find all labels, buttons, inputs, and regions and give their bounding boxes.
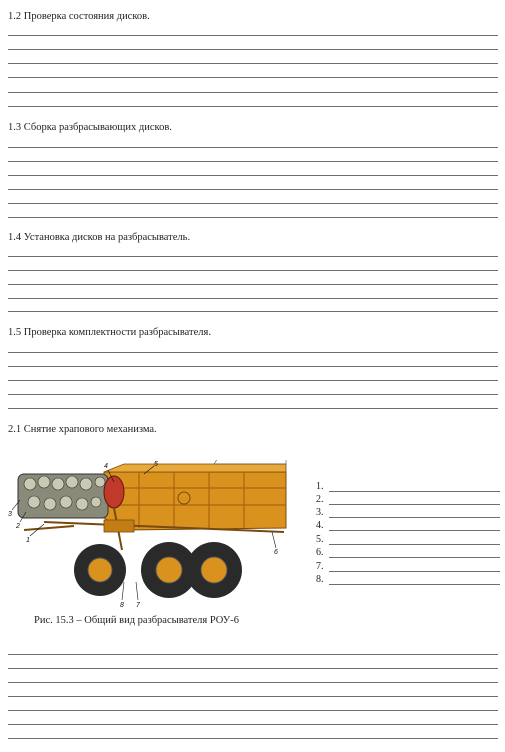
legend-blank-line: [329, 530, 500, 531]
answer-line: [8, 724, 498, 725]
legend-number: 2.: [316, 494, 324, 505]
legend-blank-line: [329, 544, 500, 545]
answer-line: [8, 77, 498, 78]
callout-5: 5: [154, 461, 158, 468]
section-heading-1-4: 1.4 Установка дисков на разбрасыватель.: [8, 232, 191, 243]
answer-line: [8, 682, 498, 683]
answer-line: [8, 284, 498, 285]
callout-2: 2: [16, 523, 20, 530]
legend-blank-line: [329, 584, 500, 585]
answer-line: [8, 408, 498, 409]
legend-item-3: [316, 507, 500, 520]
legend-item-4: [316, 520, 500, 533]
legend-item-1: [316, 481, 500, 494]
answer-line: [8, 394, 498, 395]
spreader-illustration: [4, 460, 294, 610]
drive-housing: [104, 476, 124, 508]
answer-line: [8, 147, 498, 148]
answer-line: [8, 710, 498, 711]
callout-1: 1: [26, 537, 30, 544]
legend-number: 1.: [316, 481, 324, 492]
answer-line: [8, 668, 498, 669]
legend-item-5: [316, 534, 500, 547]
legend-number: 6.: [316, 547, 324, 558]
answer-line: [8, 270, 498, 271]
answer-line: [8, 35, 498, 36]
callout-6: 6: [274, 549, 278, 556]
wheels: [74, 542, 242, 598]
answer-line: [8, 189, 498, 190]
legend-blank-line: [329, 571, 500, 572]
callout-8: 8: [120, 602, 124, 609]
legend-number: 5.: [316, 534, 324, 545]
answer-line: [8, 738, 498, 739]
answer-line: [8, 311, 498, 312]
legend-blank-line: [329, 491, 500, 492]
callout-7: 7: [136, 602, 140, 609]
legend-blank-line: [329, 504, 500, 505]
answer-line: [8, 203, 498, 204]
chassis-block: [104, 520, 134, 532]
legend-item-8: [316, 574, 500, 587]
answer-line: [8, 92, 498, 93]
callout-3: 3: [8, 511, 12, 518]
answer-line: [8, 366, 498, 367]
answer-line: [8, 256, 498, 257]
answer-line: [8, 380, 498, 381]
legend-item-6: [316, 547, 500, 560]
legend-number: 8.: [316, 574, 324, 585]
answer-line: [8, 49, 498, 50]
legend-blank-line: [329, 517, 500, 518]
answer-line: [8, 217, 498, 218]
answer-line: [8, 696, 498, 697]
legend-item-2: [316, 494, 500, 507]
section-heading-1-2: 1.2 Проверка состояния дисков.: [8, 11, 150, 22]
answer-line: [8, 63, 498, 64]
section-heading-1-3: 1.3 Сборка разбрасывающих дисков.: [8, 122, 172, 133]
legend-item-7: [316, 561, 500, 574]
legend-number: 7.: [316, 561, 324, 572]
spreading-drums: [18, 474, 108, 518]
legend-blank-line: [329, 557, 500, 558]
answer-line: [8, 298, 498, 299]
section-heading-1-5: 1.5 Проверка комплектности разбрасывателя.: [8, 327, 212, 338]
legend-number: 4.: [316, 520, 324, 531]
answer-line: [8, 175, 498, 176]
legend-number: 3.: [316, 507, 324, 518]
answer-line: [8, 106, 498, 107]
top-mesh: [214, 460, 286, 464]
hopper-top-rim: [104, 464, 286, 472]
answer-line: [8, 352, 498, 353]
answer-line: [8, 161, 498, 162]
answer-line: [8, 654, 498, 655]
section-heading-2-1: 2.1 Снятие храпового механизма.: [8, 424, 157, 435]
figure-caption: Рис. 15.3 – Общий вид разбрасывателя РОУ-6: [34, 615, 239, 626]
callout-4: 4: [104, 463, 108, 470]
